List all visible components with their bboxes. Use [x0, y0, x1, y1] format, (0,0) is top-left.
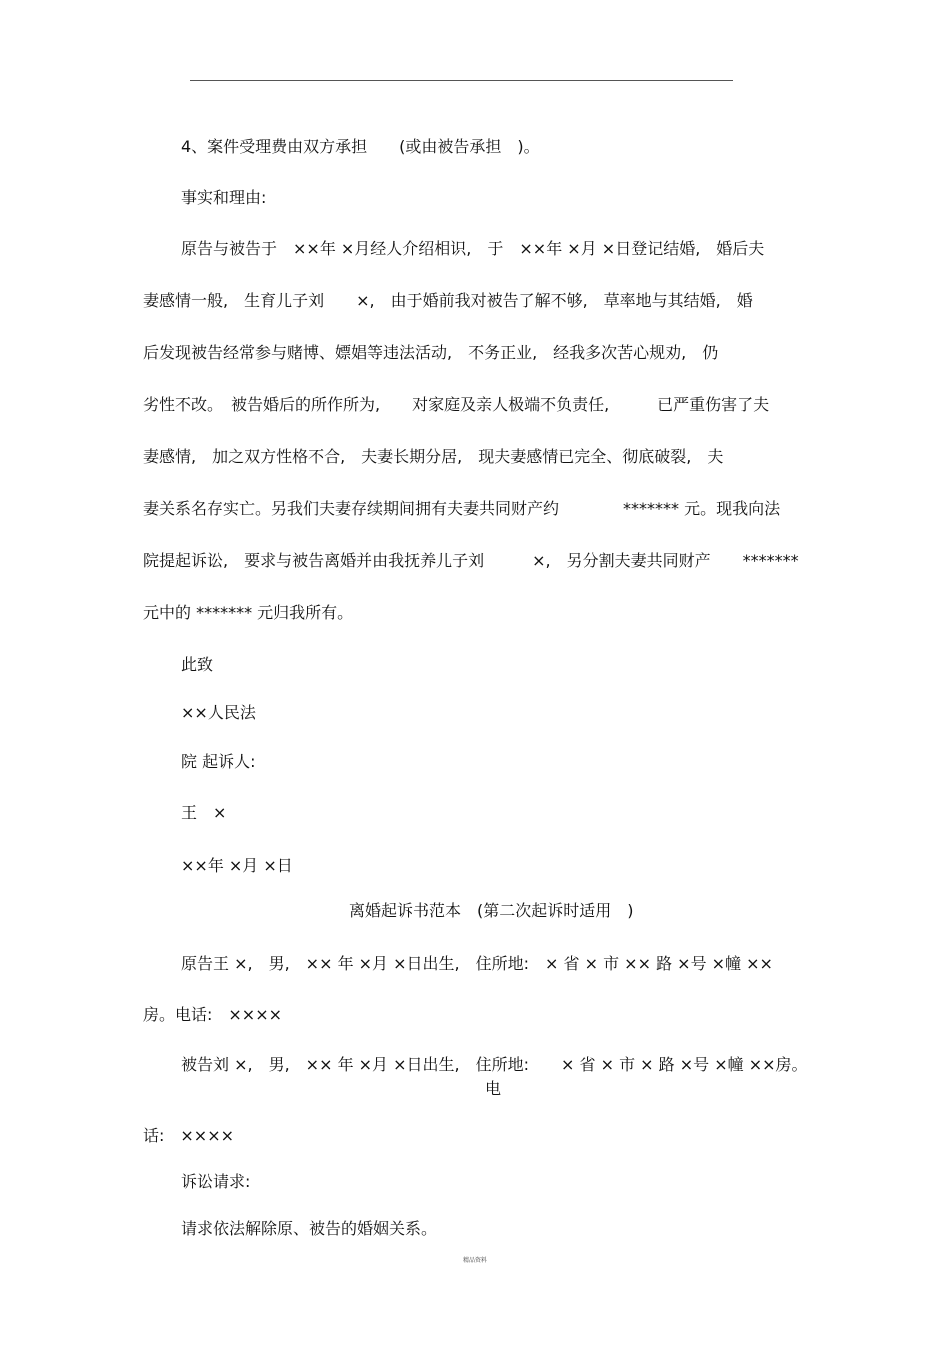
claim-item: 请求依法解除原、被告的婚姻关系。: [181, 1219, 438, 1238]
section-title: 离婚起诉书范本 (第二次起诉时适用 ): [349, 901, 634, 920]
request-item-4: 4、案件受理费由双方承担 (或由被告承担 )。: [181, 137, 540, 156]
body-line: 院提起诉讼, 要求与被告离婚并由我抚养儿子刘 ×, 另分割夫妻共同财产 *******: [143, 551, 799, 570]
date-line: ××年 ×月 ×日: [181, 856, 293, 875]
defendant-info-wrap: 电: [485, 1079, 502, 1098]
plaintiff-label: 院 起诉人:: [181, 752, 256, 771]
body-line: 妻关系名存实亡。另我们夫妻存续期间拥有夫妻共同财产约 ******* 元。现我向法: [143, 499, 781, 518]
body-line: 劣性不改。 被告婚后的所作所为, 对家庭及亲人极端不负责任, 已严重伤害了夫: [143, 395, 770, 414]
body-line: 后发现被告经常参与赌博、嫖娼等违法活动, 不务正业, 经我多次苦心规劝, 仍: [143, 343, 719, 362]
header-rule: [190, 80, 733, 81]
plaintiff-phone: 房。电话: ××××: [143, 1005, 283, 1024]
body-line: 原告与被告于 ××年 ×月经人介绍相识, 于 ××年 ×月 ×日登记结婚, 婚后夫: [181, 239, 765, 258]
plaintiff-name: 王 ×: [181, 803, 227, 822]
facts-heading: 事实和理由:: [181, 188, 267, 207]
body-line: 妻感情一般, 生育儿子刘 ×, 由于婚前我对被告了解不够, 草率地与其结婚, 婚: [143, 291, 753, 310]
court-name: ××人民法: [181, 703, 256, 722]
body-line: 妻感情, 加之双方性格不合, 夫妻长期分居, 现夫妻感情已完全、彻底破裂, 夫: [143, 447, 724, 466]
claims-heading: 诉讼请求:: [181, 1172, 251, 1191]
defendant-info: 被告刘 ×, 男, ×× 年 ×月 ×日出生, 住所地: × 省 × 市 × 路 ×号 ×幢 ××房。: [181, 1055, 808, 1074]
page-footer: 精品资料: [462, 1257, 487, 1264]
body-line: 元中的 ******* 元归我所有。: [143, 603, 354, 622]
defendant-phone: 话: ××××: [143, 1126, 235, 1145]
salutation: 此致: [181, 655, 214, 674]
plaintiff-info: 原告王 ×, 男, ×× 年 ×月 ×日出生, 住所地: × 省 × 市 ×× 路 ×号 ×幢 ××: [181, 954, 773, 973]
